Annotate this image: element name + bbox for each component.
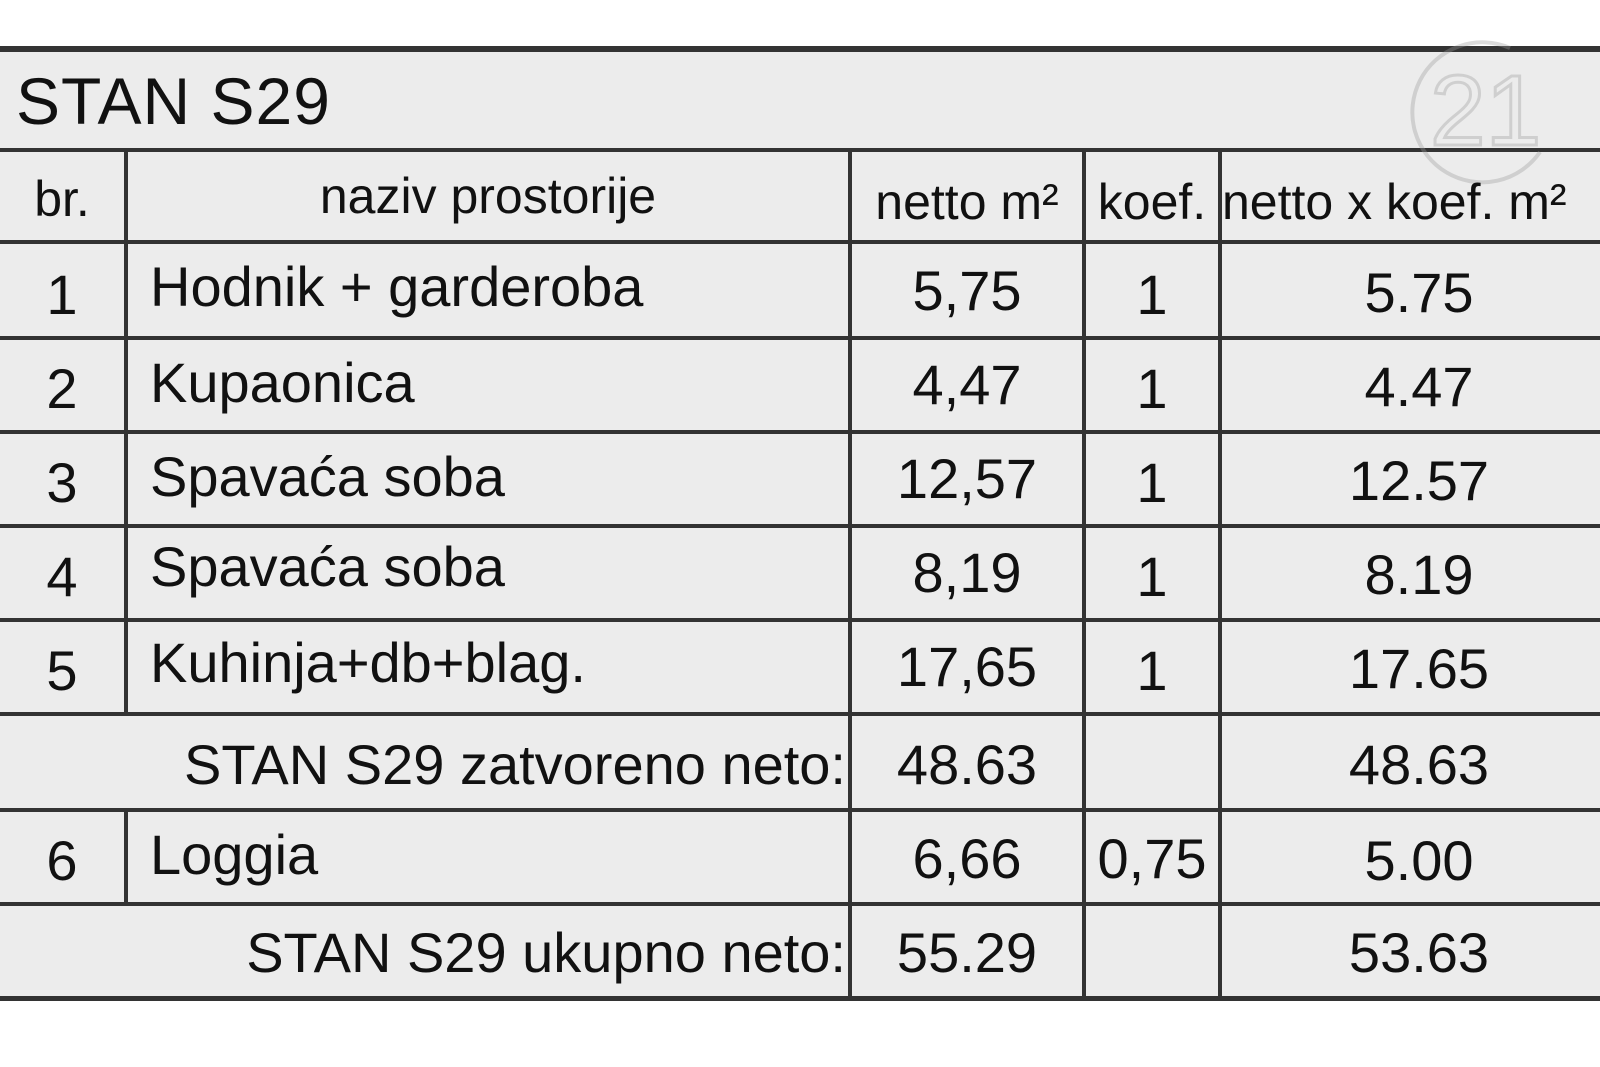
row-1-netto-koef: 5.75 [1364, 260, 1474, 324]
row-1-koef: 1 [1136, 262, 1168, 326]
row-5-netto: 17,65 [896, 634, 1038, 698]
row-2-br: 2 [46, 356, 78, 420]
row-5-br: 5 [46, 638, 78, 702]
header-koef: koef. [1097, 174, 1207, 230]
total-netto-koef: 53.63 [1348, 920, 1490, 984]
header-name: naziv prostorije [319, 168, 657, 224]
row-3-br: 3 [46, 450, 78, 514]
row-2-name: Kupaonica [150, 350, 415, 414]
row-1-netto: 5,75 [912, 258, 1022, 322]
row-5-name: Kuhinja+db+blag. [150, 630, 586, 694]
header-br: br. [34, 171, 90, 227]
row-4-name: Spavaća soba [150, 534, 505, 598]
page-title: STAN S29 [16, 64, 331, 138]
subtotal-netto-koef: 48.63 [1348, 732, 1490, 796]
subtotal-label: STAN S29 zatvoreno neto: [184, 732, 846, 796]
loggia-netto: 6,66 [912, 826, 1022, 890]
header-netto-koef: netto x koef. m² [1222, 174, 1567, 230]
rule-top [0, 46, 1600, 52]
total-netto: 55.29 [896, 920, 1038, 984]
header-netto: netto m² [875, 174, 1059, 230]
rule-title [0, 148, 1600, 152]
rule-row-5 [0, 712, 1600, 716]
row-2-koef: 1 [1136, 356, 1168, 420]
row-3-name: Spavaća soba [150, 444, 505, 508]
row-5-koef: 1 [1136, 638, 1168, 702]
loggia-br: 6 [46, 828, 78, 892]
total-label: STAN S29 ukupno neto: [246, 920, 846, 984]
subtotal-netto: 48.63 [896, 732, 1038, 796]
row-4-br: 4 [46, 544, 78, 608]
row-3-koef: 1 [1136, 450, 1168, 514]
loggia-koef: 0,75 [1097, 826, 1207, 890]
rule-bottom [0, 996, 1600, 1001]
row-1-br: 1 [46, 262, 78, 326]
row-5-netto-koef: 17.65 [1348, 636, 1490, 700]
row-4-netto: 8,19 [912, 540, 1022, 604]
col-rule-br-loggia [124, 810, 128, 904]
row-2-netto: 4,47 [912, 352, 1022, 416]
logo-text: 21 [1430, 55, 1542, 167]
row-4-netto-koef: 8.19 [1364, 542, 1474, 606]
row-4-koef: 1 [1136, 544, 1168, 608]
row-3-netto-koef: 12.57 [1348, 448, 1490, 512]
row-2-netto-koef: 4.47 [1364, 354, 1474, 418]
loggia-netto-koef: 5.00 [1364, 828, 1474, 892]
row-3-netto: 12,57 [896, 446, 1038, 510]
row-1-name: Hodnik + garderoba [150, 254, 644, 318]
rule-loggia [0, 902, 1600, 906]
loggia-name: Loggia [150, 822, 319, 886]
